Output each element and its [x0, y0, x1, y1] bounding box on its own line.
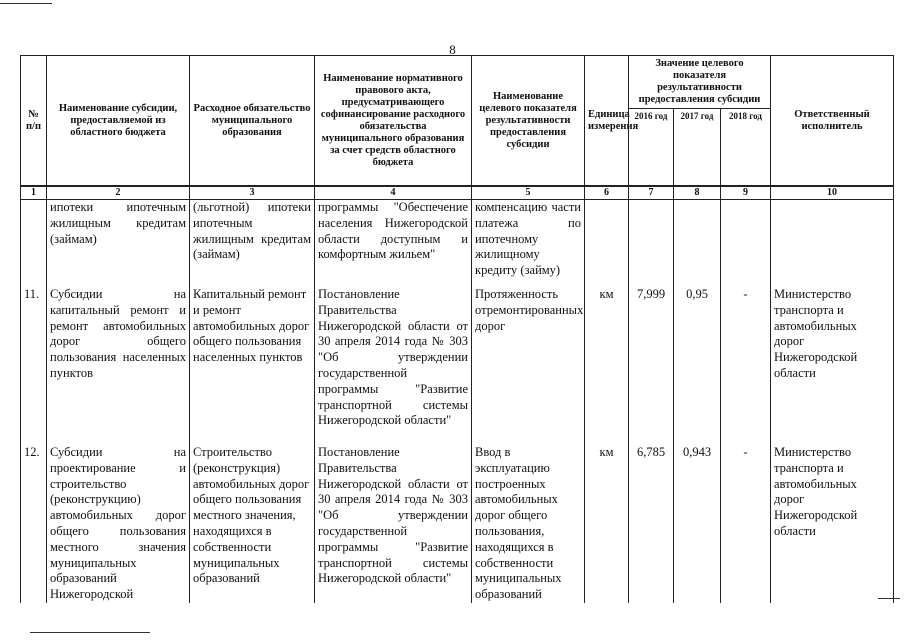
- col-number: 10: [771, 186, 894, 200]
- col-number: 6: [585, 186, 629, 200]
- cell-2017: [674, 200, 721, 281]
- cell-obligation: Строительство (реконструкция) автомобильных дорог общего пользования местного значения, находящихся в собственности муниципальных образований: [190, 437, 315, 603]
- cell-executor: Министерство транспорта и автомобильных дорог Нижегородской области: [771, 437, 894, 603]
- cell-obligation: Капитальный ремонт и ремонт автомобильных дорог общего пользования населенных пунктов: [190, 280, 315, 437]
- header-value-group: Значение целевого показателя результативности предоставления субсидии: [629, 56, 771, 109]
- cell-num: [21, 200, 47, 281]
- column-number-row: [21, 186, 894, 200]
- cell-act: Постановление Правительства Нижегородской области от 30 апреля 2014 года № 303 "Об утверждении государственной программы "Развитие транспортной системы Нижегородской области": [315, 437, 472, 603]
- scan-mark: [878, 598, 900, 599]
- col-number: 1: [21, 186, 47, 200]
- cell-2017: 0,943: [674, 437, 721, 603]
- cell-obligation: (льготной) ипотеки ипотечным жилищным кредитам (займам): [190, 200, 315, 281]
- header-act: Наименование нормативного правового акта, предусматривающего софинансирование расходного обязательства муниципального образования за счет средств областного бюджета: [315, 56, 472, 187]
- header-2016: 2016 год: [629, 109, 674, 187]
- scan-mark: [0, 3, 52, 4]
- col-number: 5: [472, 186, 585, 200]
- cell-2016: 6,785: [629, 437, 674, 603]
- cell-2017: 0,95: [674, 280, 721, 437]
- col-number: 4: [315, 186, 472, 200]
- header-2018: 2018 год: [721, 109, 771, 187]
- col-number: 9: [721, 186, 771, 200]
- header-executor: Ответственный исполнитель: [771, 56, 894, 187]
- cell-2018: [721, 200, 771, 281]
- cell-unit: км: [585, 437, 629, 603]
- col-number: 2: [47, 186, 190, 200]
- cell-num: 11.: [21, 280, 47, 437]
- header-subsidy: Наименование субсидии, предоставляемой из областного бюджета: [47, 56, 190, 187]
- header-indicator: Наименование целевого показателя результативности предоставления субсидии: [472, 56, 585, 187]
- cell-indicator: Протяженность отремонтированных дорог: [472, 280, 585, 437]
- page-number: 8: [449, 42, 456, 57]
- cell-subsidy: Субсидии на капитальный ремонт и ремонт автомобильных дорог общего пользования населенных пунктов: [47, 280, 190, 437]
- col-number: 8: [674, 186, 721, 200]
- cell-act: Постановление Правительства Нижегородской области от 30 апреля 2014 года № 303 "Об утверждении государственной программы "Развитие транспортной системы Нижегородской области": [315, 280, 472, 437]
- cell-indicator: Ввод в эксплуатацию построенных автомобильных дорог общего пользования, находящихся в собственности муниципальных образований: [472, 437, 585, 603]
- header-2017: 2017 год: [674, 109, 721, 187]
- table-row-11: [21, 280, 894, 437]
- subsidy-table: [20, 55, 894, 603]
- header-obligation: Расходное обязательство муниципального образования: [190, 56, 315, 187]
- cell-2018: -: [721, 280, 771, 437]
- table-row-12: [21, 437, 894, 603]
- cell-num: 12.: [21, 437, 47, 603]
- cell-executor: Министерство транспорта и автомобильных дорог Нижегородской области: [771, 280, 894, 437]
- cell-subsidy: ипотеки ипотечным жилищным кредитам (займам): [47, 200, 190, 281]
- cell-unit: [585, 200, 629, 281]
- cell-executor: [771, 200, 894, 281]
- cell-2016: [629, 200, 674, 281]
- cell-unit: км: [585, 280, 629, 437]
- col-number: 3: [190, 186, 315, 200]
- cell-subsidy: Субсидии на проектирование и строительство (реконструкцию) автомобильных дорог общего пользования местного значения муниципальных образований Нижегородской: [47, 437, 190, 603]
- cell-2016: 7,999: [629, 280, 674, 437]
- cell-2018: -: [721, 437, 771, 603]
- cell-indicator: компенсацию части платежа по ипотечному жилищному кредиту (займу): [472, 200, 585, 281]
- cell-act: программы "Обеспечение населения Нижегородской области доступным и комфортным жильем": [315, 200, 472, 281]
- table-row-continuation: [21, 200, 894, 281]
- col-number: 7: [629, 186, 674, 200]
- scan-mark: [30, 632, 150, 633]
- header-unit: Единица измерения: [585, 56, 629, 187]
- header-num: № п/п: [21, 56, 47, 187]
